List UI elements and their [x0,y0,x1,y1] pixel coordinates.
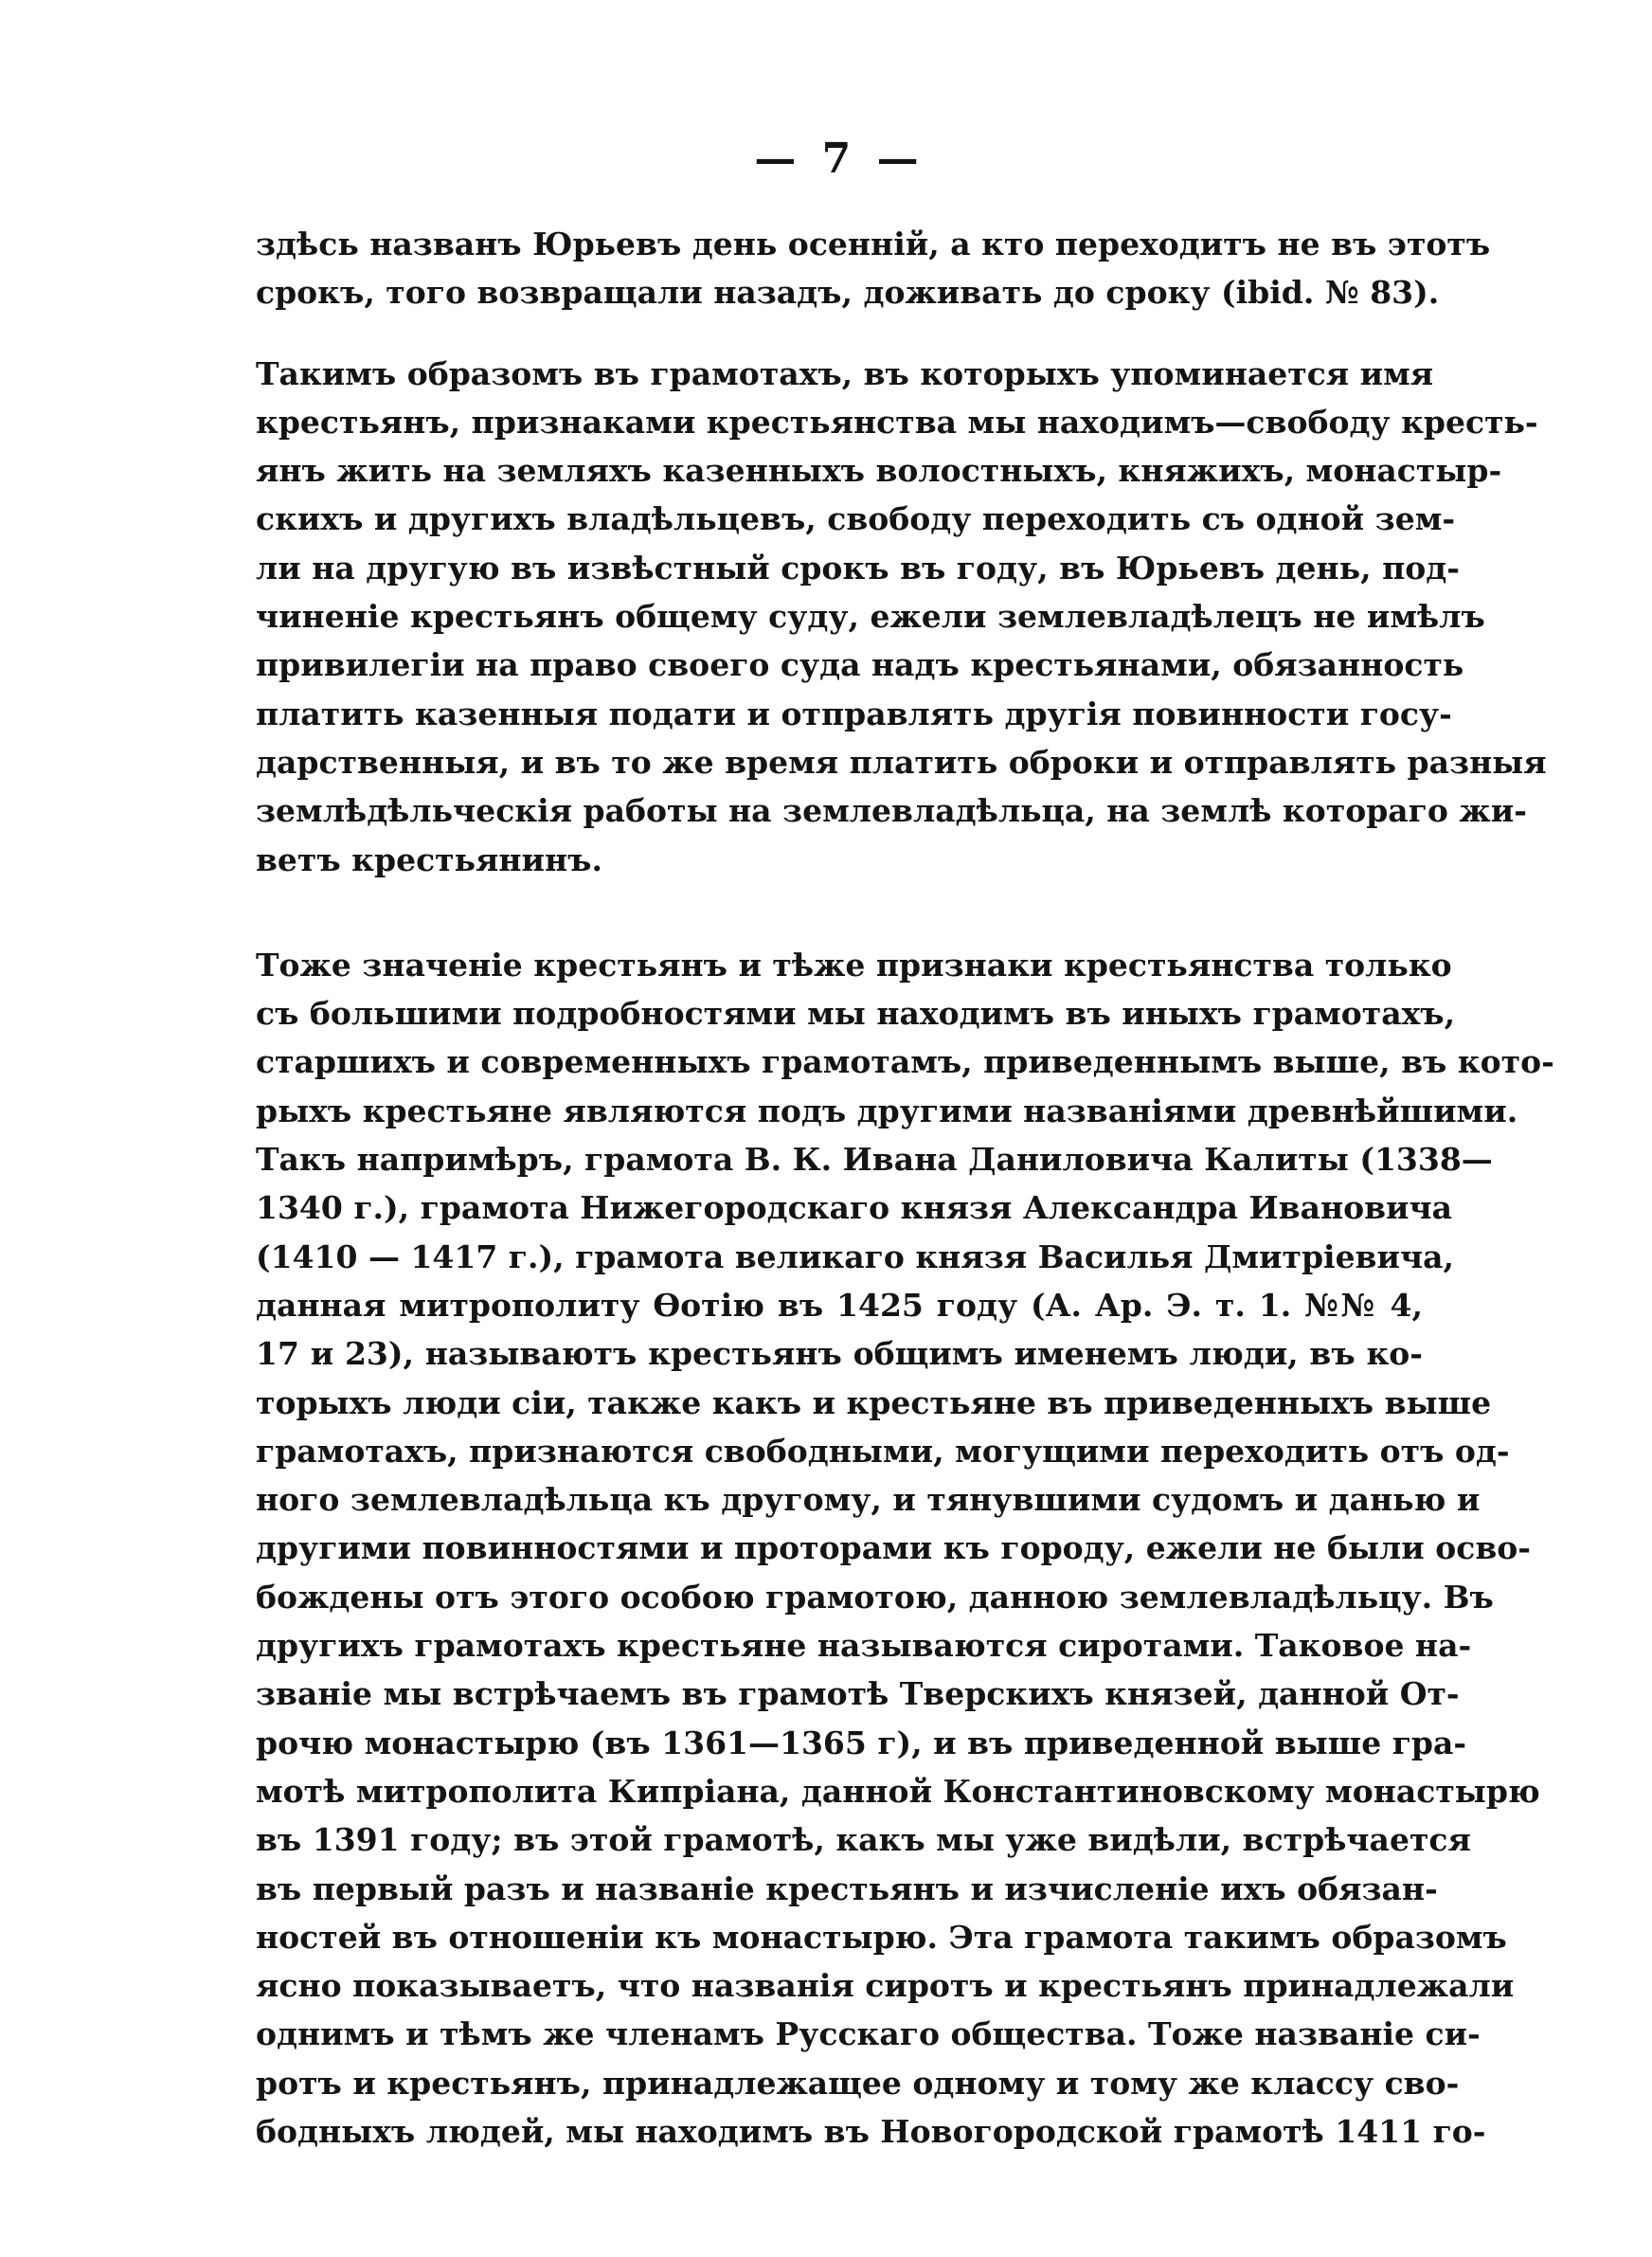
text-line: 1340 г.), грамота Нижегородскаго князя Александра Ивановича [256,1189,1453,1227]
text-line: чиненiе крестьянъ общему суду, ежели землевладѣлецъ не имѣлъ [256,598,1485,636]
text-line: ли на другую въ извѣстный срокъ въ году, въ Юрьевъ день, под- [256,549,1460,587]
paragraph [256,220,1491,317]
text-line: старшихъ и современныхъ грамотамъ, приведеннымъ выше, въ кото- [256,1043,1554,1081]
text-line: съ большими подробностями мы находимъ въ иныхъ грамотахъ, [256,995,1456,1033]
text-line: торыхъ люди сiи, также какъ и крестьяне въ приведенныхъ выше [256,1383,1492,1421]
text-line: бождены отъ этого особою грамотою, данною землевладѣльцу. Въ [256,1578,1494,1616]
text-line: бодныхъ людей, мы находимъ въ Новогородской грамотѣ 1411 го- [256,2112,1486,2150]
text-line: другихъ грамотахъ крестьяне называются сиротами. Таковое на- [256,1627,1472,1665]
book-page [256,133,1554,2156]
text-line: крестьянъ, признаками крестьянства мы находимъ—свободу кресть- [256,403,1538,441]
text-line: срокъ, того возвращали назадъ, доживать до сроку (ibid. № 83). [256,274,1440,312]
text-line: янъ жить на земляхъ казенныхъ волостныхъ, княжихъ, монастыр- [256,452,1502,490]
text-line: мотѣ митрополита Кипрiана, данной Константиновскому монастырю [256,1772,1540,1810]
text-line: ного землевладѣльца къ другому, и тянувшими судомъ и данью и [256,1481,1481,1519]
text-line: ротъ и крестьянъ, принадлежащее одному и тому же классу сво- [256,2064,1460,2102]
text-line: данная митрополиту Ѳотiю въ 1425 году (А. Ар. Э. т. 1. №№ 4, [256,1286,1423,1324]
page-number: — 7 — [754,135,925,183]
text-line: (1410 — 1417 г.), грамота великаго князя Василья Дмитрiевича, [256,1237,1454,1275]
text-line: ясно показываетъ, что названiя сиротъ и крестьянъ принадлежали [256,1967,1515,2005]
text-line: 17 и 23), называютъ крестьянъ общимъ именемъ люди, въ ко- [256,1335,1423,1373]
text-line: платить казенныя подати и отправлять другiя повинности госу- [256,695,1452,732]
text-line: въ 1391 году; въ этой грамотѣ, какъ мы уже видѣли, встрѣчается [256,1821,1471,1859]
paragraph [256,941,1554,2156]
text-line: землѣдѣльческiя работы на землевладѣльца, на землѣ котораго жи- [256,792,1527,830]
text-line: Тоже значенiе крестьянъ и тѣже признаки крестьянства только [256,946,1452,984]
text-line: однимъ и тѣмъ же членамъ Русскаго общества. Тоже названiе си- [256,2015,1481,2053]
paragraph [256,350,1547,884]
text-line: рыхъ крестьяне являются подъ другими названiями древнѣйшими. [256,1092,1518,1129]
text-line: скихъ и другихъ владѣльцевъ, свободу переходить съ одной зем- [256,500,1456,538]
text-line: ностей въ отношенiи къ монастырю. Эта грамота такимъ образомъ [256,1918,1507,1956]
text-line: Такимъ образомъ въ грамотахъ, въ которыхъ упоминается имя [256,354,1434,392]
text-line: привилегiи на право своего суда надъ крестьянами, обязанность [256,646,1464,684]
text-line: званiе мы встрѣчаемъ въ грамотѣ Тверскихъ князей, данной От- [256,1675,1460,1713]
text-line: въ первый разъ и названiе крестьянъ и изчисленiе ихъ обязан- [256,1869,1438,1907]
text-line: другими повинностями и проторами къ городу, ежели не были осво- [256,1529,1532,1567]
text-line: грамотахъ, признаются свободными, могущими переходить отъ од- [256,1432,1510,1470]
text-line: ветъ крестьянинъ. [256,840,602,878]
text-line: Такъ напримѣръ, грамота В. К. Ивана Даниловича Калиты (1338— [256,1141,1493,1179]
body-text [256,220,1554,2156]
text-line: здѣсь названъ Юрьевъ день осеннiй, а кто переходитъ не въ этотъ [256,226,1491,262]
text-line: рочю монастырю (въ 1361—1365 г), и въ приведенной выше гра- [256,1724,1467,1761]
text-line: дарственныя, и въ то же время платить оброки и отправлять разныя [256,743,1547,781]
